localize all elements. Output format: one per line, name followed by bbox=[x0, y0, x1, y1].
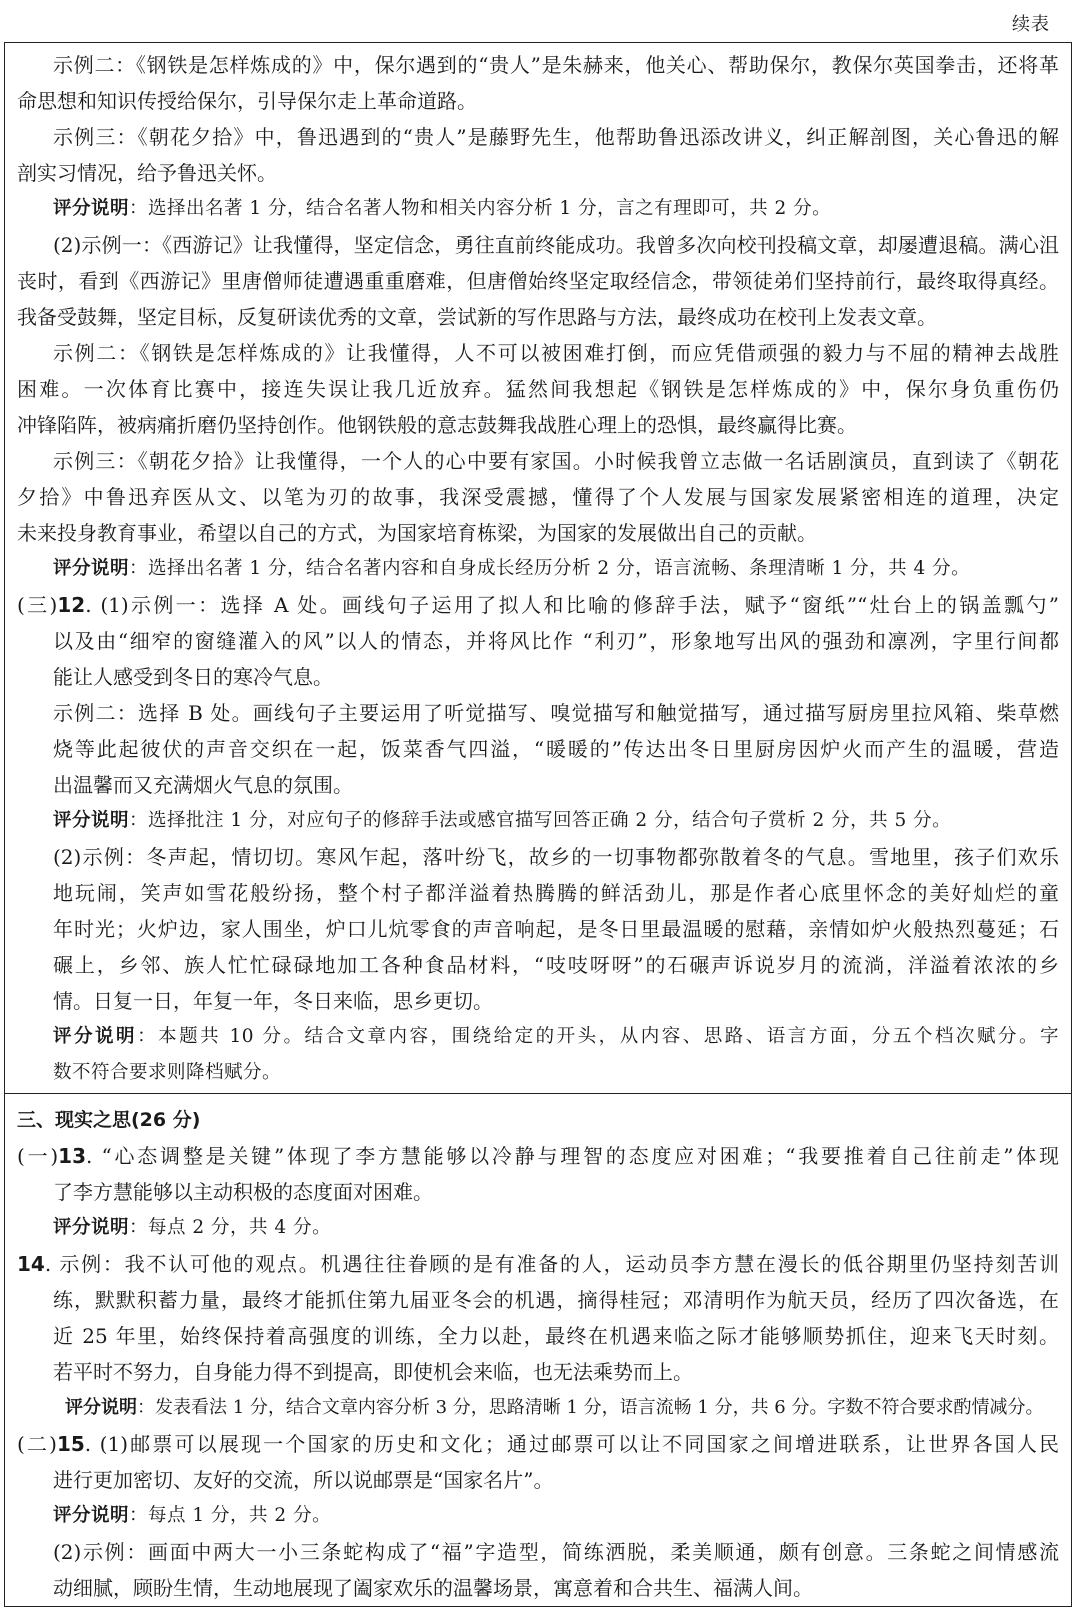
section-reading-answers bbox=[5, 43, 1071, 1094]
question-15-line bbox=[17, 1426, 1059, 1462]
text-line: 碾上，乡邻、族人忙忙碌碌地加工各种食品材料，“吱吱呀呀”的石碾声诉说岁月的流淌，洋溢着浓浓的乡 bbox=[53, 953, 1059, 977]
text-line: 我备受鼓舞，坚定目标，反复研读优秀的文章，尝试新的写作思路与方法，最终成功在校刊上发表文章。 bbox=[17, 305, 937, 329]
scoring-note bbox=[17, 551, 1059, 587]
text-line: 以及由“细窄的窗缝灌入的风”以人的情态，并将风比作 “利刃”，形象地写出风的强劲和凛冽，字里行间都 bbox=[53, 629, 1059, 653]
scoring-note-text: ：选择出名著 1 分，结合名著内容和自身成长经历分析 2 分，语言流畅、条理清晰 1 分，共 4 分。 bbox=[129, 558, 971, 579]
text-line: 剖实习情况，给予鲁迅关怀。 bbox=[17, 161, 277, 185]
scoring-note-label: 评分说明 bbox=[53, 198, 130, 219]
scoring-note-text: ：选择批注 1 分，对应句子的修辞手法或感官描写回答正确 2 分，结合句子赏析 2 分，共 5 分。 bbox=[129, 810, 952, 831]
continued-label: 续表 bbox=[1012, 14, 1050, 35]
text-line: 情。日复一日，年复一年，冬日来临，思乡更切。 bbox=[53, 989, 493, 1013]
text-line: 命思想和知识传授给保尔，引导保尔走上革命道路。 bbox=[17, 89, 477, 113]
text-line: 若平时不努力，自身能力得不到提高，即使机会来临，也无法乘势而上。 bbox=[53, 1360, 693, 1384]
question-group-prefix: (二) bbox=[17, 1432, 57, 1456]
text-line: 冲锋陷阵，被病痛折磨仍坚持创作。他钢铁般的意志鼓舞我战胜心理上的恐惧，最终赢得比赛。 bbox=[17, 413, 857, 437]
text-line: (2)示例：画面中两大一小三条蛇构成了“福”字造型，简练洒脱，柔美顺通，颇有创意。三条蛇之间情感流 bbox=[53, 1540, 1059, 1564]
question-number: 13 bbox=[58, 1144, 87, 1168]
text-line: 示例二：选择 B 处。画线句子主要运用了听觉描写、嗅觉描写和触觉描写，通过描写厨房里拉风箱、柴草燃 bbox=[53, 701, 1059, 725]
question-group-prefix: (三) bbox=[17, 593, 58, 617]
scoring-note-text: ：每点 2 分，共 4 分。 bbox=[129, 1217, 332, 1238]
question-12-line bbox=[17, 587, 1059, 623]
text-line: 动细腻，顾盼生情，生动地展现了阖家欢乐的温馨场景，寓意着和合共生、福满人间。 bbox=[53, 1576, 813, 1600]
scoring-note bbox=[17, 1019, 1059, 1055]
text-line: 地玩闹，笑声如雪花般纷扬，整个村子都洋溢着热腾腾的鲜活劲儿，那是作者心底里怀念的美好灿烂的童 bbox=[53, 881, 1059, 905]
scoring-note bbox=[17, 191, 1059, 227]
question-number: 14 bbox=[17, 1252, 45, 1276]
question-number: 15 bbox=[56, 1432, 85, 1456]
scoring-note-label: 评分说明 bbox=[53, 810, 130, 831]
text-line: 能让人感受到冬日的寒冷气息。 bbox=[53, 665, 333, 689]
text-line: (2)示例一：《西游记》让我懂得，坚定信念，勇往直前终能成功。我曾多次向校刊投稿文章，却屡遭退稿。满心沮 bbox=[53, 233, 1059, 257]
scoring-note bbox=[17, 1498, 1059, 1534]
scoring-note-label: 评分说明 bbox=[53, 1026, 138, 1047]
text-line: 未来投身教育事业，希望以自己的方式，为国家培育栋梁，为国家的发展做出自己的贡献。 bbox=[17, 521, 817, 545]
text-span: . “心态调整是关键”体现了李方慧能够以冷静与理智的态度应对困难；“我要推着自己往前走”体现 bbox=[86, 1144, 1059, 1168]
question-13-line bbox=[17, 1138, 1059, 1174]
text-line: 了李方慧能够以主动积极的态度面对困难。 bbox=[53, 1180, 433, 1204]
section-title: 三、现实之思(26 分) bbox=[17, 1109, 201, 1131]
text-line: 夕拾》中鲁迅弃医从文、以笔为刃的故事，我深受震撼，懂得了个人发展与国家发展紧密相连的道理，决定 bbox=[17, 485, 1059, 509]
text-line: 示例三：《朝花夕拾》让我懂得，一个人的心中要有家国。小时候我曾立志做一名话剧演员，直到读了《朝花 bbox=[53, 449, 1059, 473]
text-line: (2)示例：冬声起，情切切。寒风乍起，落叶纷飞，故乡的一切事物都弥散着冬的气息。雪地里，孩子们欢乐 bbox=[53, 845, 1059, 869]
scoring-note-text: ：本题共 10 分。结合文章内容，围绕给定的开头，从内容、思路、语言方面，分五个档次赋分。字 bbox=[137, 1026, 1059, 1047]
scoring-note-label: 评分说明 bbox=[65, 1397, 137, 1418]
text-line: 示例三：《朝花夕拾》中，鲁迅遇到的“贵人”是藤野先生，他帮助鲁迅添改讲义，纠正解剖图，关心鲁迅的解 bbox=[53, 125, 1059, 149]
answer-table bbox=[4, 42, 1072, 1607]
text-line: 困难。一次体育比赛中，接连失误让我几近放弃。猛然间我想起《钢铁是怎样炼成的》中，保尔身负重伤仍 bbox=[17, 377, 1059, 401]
text-span: . (1)示例一：选择 A 处。画线句子运用了拟人和比喻的修辞手法，赋予“窗纸”“灶台上的锅盖瓢勺” bbox=[85, 593, 1059, 617]
question-number: 12 bbox=[57, 593, 86, 617]
text-span: . 示例：我不认可他的观点。机遇往往眷顾的是有准备的人，运动员李方慧在漫长的低谷期里仍坚持刻苦训 bbox=[44, 1252, 1059, 1276]
scoring-note bbox=[17, 1390, 1059, 1426]
text-line: 进行更加密切、友好的交流，所以说邮票是“国家名片”。 bbox=[53, 1468, 554, 1492]
text-line: 丧时，看到《西游记》里唐僧师徒遭遇重重磨难，但唐僧始终坚定取经信念，带领徒弟们坚持前行，最终取得真经。 bbox=[17, 269, 1059, 293]
scoring-note-text: ：发表看法 1 分，结合文章内容分析 3 分，思路清晰 1 分，语言流畅 1 分，共 6 分。字数不符合要求酌情减分。 bbox=[137, 1397, 1044, 1418]
scoring-note bbox=[17, 1210, 1059, 1246]
scoring-note-text: ：每点 1 分，共 2 分。 bbox=[129, 1505, 332, 1526]
section-reality-thinking bbox=[5, 1094, 1071, 1606]
text-line: 烧等此起彼伏的声音交织在一起，饭菜香气四溢，“暖暖的”传达出冬日里厨房因炉火而产生的温暖，营造 bbox=[53, 737, 1059, 761]
text-span: . (1)邮票可以展现一个国家的历史和文化；通过邮票可以让不同国家之间增进联系，让世界各国人民 bbox=[84, 1432, 1059, 1456]
scoring-note-label: 评分说明 bbox=[53, 1505, 130, 1526]
text-line: 示例二：《钢铁是怎样炼成的》让我懂得，人不可以被困难打倒，而应凭借顽强的毅力与不屈的精神去战胜 bbox=[53, 341, 1059, 365]
question-14-line bbox=[17, 1246, 1059, 1282]
scoring-note-label: 评分说明 bbox=[53, 558, 130, 579]
scoring-note bbox=[17, 803, 1059, 839]
text-line: 年时光；火炉边，家人围坐，炉口儿炕零食的声音响起，是冬日里最温暖的慰藉，亲情如炉火般热烈蔓延；石 bbox=[53, 917, 1059, 941]
scoring-note-text: ：选择出名著 1 分，结合名著人物和相关内容分析 1 分，言之有理即可，共 2 分。 bbox=[129, 198, 832, 219]
question-group-prefix: (一) bbox=[17, 1144, 59, 1168]
text-line: 示例二：《钢铁是怎样炼成的》中，保尔遇到的“贵人”是朱赫来，他关心、帮助保尔，教保尔英国拳击，还将革 bbox=[53, 53, 1059, 77]
text-line: 近 25 年里，始终保持着高强度的训练，全力以赴，最终在机遇来临之际才能够顺势抓住，迎来飞天时刻。 bbox=[53, 1324, 1059, 1348]
scoring-note-label: 评分说明 bbox=[53, 1217, 130, 1238]
text-line: 练，默默积蓄力量，最终才能抓住第九届亚冬会的机遇，摘得桂冠；邓清明作为航天员，经历了四次备选，在 bbox=[53, 1288, 1059, 1312]
text-line: 出温馨而又充满烟火气息的氛围。 bbox=[53, 773, 353, 797]
scoring-note-continued: 数不符合要求则降档赋分。 bbox=[53, 1062, 282, 1083]
